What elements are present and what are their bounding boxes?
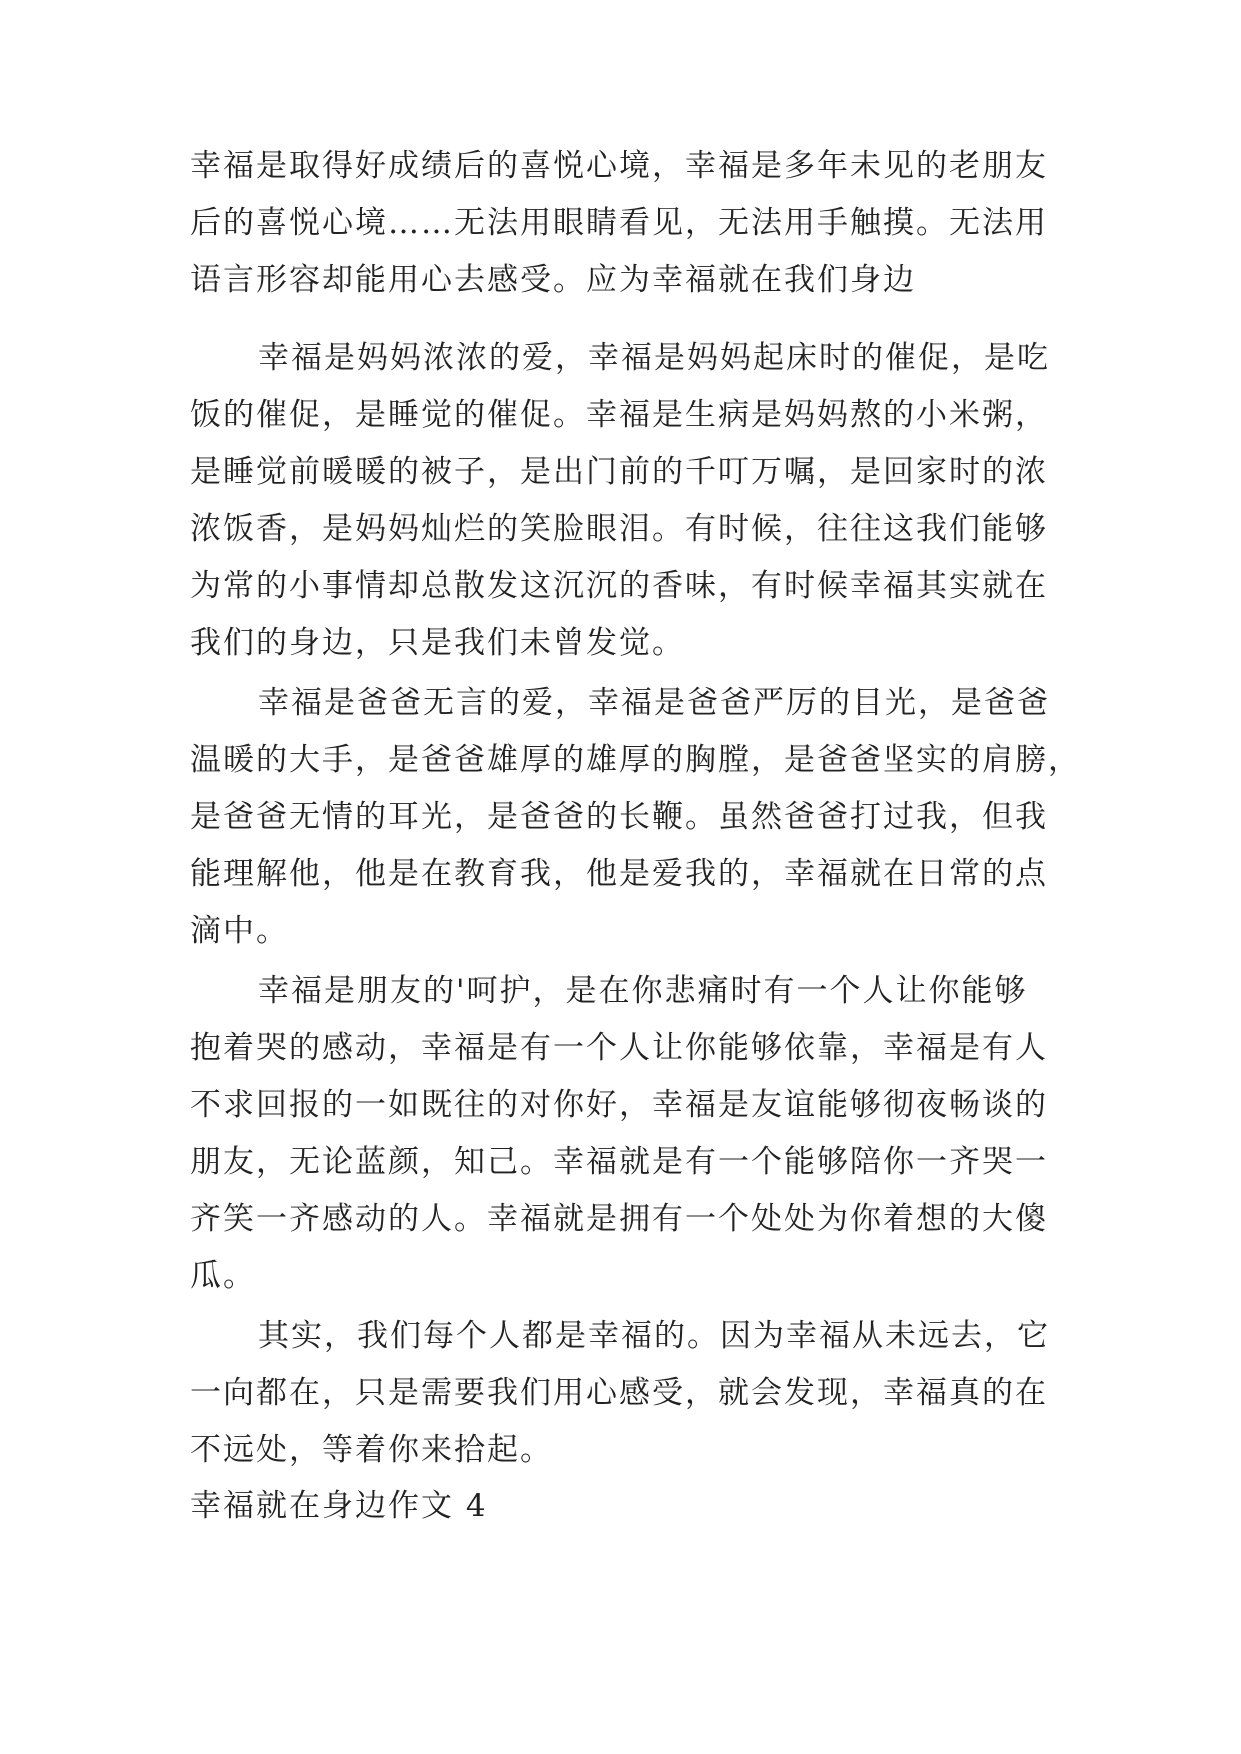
paragraph-line: 饭的催促，是睡觉的催促。幸福是生病是妈妈熬的小米粥，: [190, 397, 1048, 433]
paragraph-line: 我们的身边，只是我们未曾发觉。: [190, 625, 685, 661]
paragraph-line: 是爸爸无情的耳光，是爸爸的长鞭。虽然爸爸打过我，但我: [190, 799, 1048, 835]
paragraph-line: 瓜。: [190, 1258, 256, 1294]
paragraph-1: [190, 138, 1050, 309]
paragraph-line: 语言形容却能用心去感受。应为幸福就在我们身边: [190, 262, 916, 298]
paragraph-line: 不远处，等着你来拾起。: [190, 1432, 553, 1468]
paragraph-line: 为常的小事情却总散发这沉沉的香味，有时候幸福其实就在: [190, 568, 1048, 604]
paragraph-line: 朋友，无论蓝颜，知己。幸福就是有一个能够陪你一齐哭一: [190, 1144, 1048, 1180]
paragraph-5: [190, 1308, 1050, 1479]
paragraph-line: 是睡觉前暖暖的被子，是出门前的千叮万嘱，是回家时的浓: [190, 454, 1048, 490]
paragraph-line: 不求回报的一如既往的对你好，幸福是友谊能够彻夜畅谈的: [190, 1087, 1048, 1123]
paragraph-line: 幸福是取得好成绩后的喜悦心境，幸福是多年未见的老朋友: [190, 148, 1048, 184]
section-heading: [190, 1478, 1050, 1535]
paragraph-line: 浓饭香，是妈妈灿烂的笑脸眼泪。有时候，往往这我们能够: [190, 511, 1048, 547]
paragraph-line: 齐笑一齐感动的人。幸福就是拥有一个处处为你着想的大傻: [190, 1201, 1048, 1237]
paragraph-3: [190, 675, 1081, 960]
paragraph-4: [190, 963, 1050, 1305]
paragraph-line: 幸福是妈妈浓浓的爱，幸福是妈妈起床时的催促，是吃: [258, 340, 1050, 376]
paragraph-line: 后的喜悦心境……无法用眼睛看见，无法用手触摸。无法用: [190, 205, 1048, 241]
paragraph-line: 温暖的大手，是爸爸雄厚的雄厚的胸膛，是爸爸坚实的肩膀，: [190, 742, 1081, 778]
paragraph-2: [190, 330, 1050, 672]
heading-text: 幸福就在身边作文 4: [190, 1488, 488, 1524]
paragraph-line: 能理解他，他是在教育我，他是爱我的，幸福就在日常的点: [190, 856, 1048, 892]
paragraph-line: 滴中。: [190, 913, 289, 949]
paragraph-line: 幸福是爸爸无言的爱，幸福是爸爸严厉的目光，是爸爸: [258, 685, 1050, 721]
paragraph-line: 一向都在，只是需要我们用心感受，就会发现，幸福真的在: [190, 1375, 1048, 1411]
paragraph-line: 抱着哭的感动，幸福是有一个人让你能够依靠，幸福是有人: [190, 1030, 1048, 1066]
paragraph-line: 幸福是朋友的'呵护，是在你悲痛时有一个人让你能够: [258, 973, 1028, 1009]
paragraph-line: 其实，我们每个人都是幸福的。因为幸福从未远去，它: [258, 1318, 1050, 1354]
